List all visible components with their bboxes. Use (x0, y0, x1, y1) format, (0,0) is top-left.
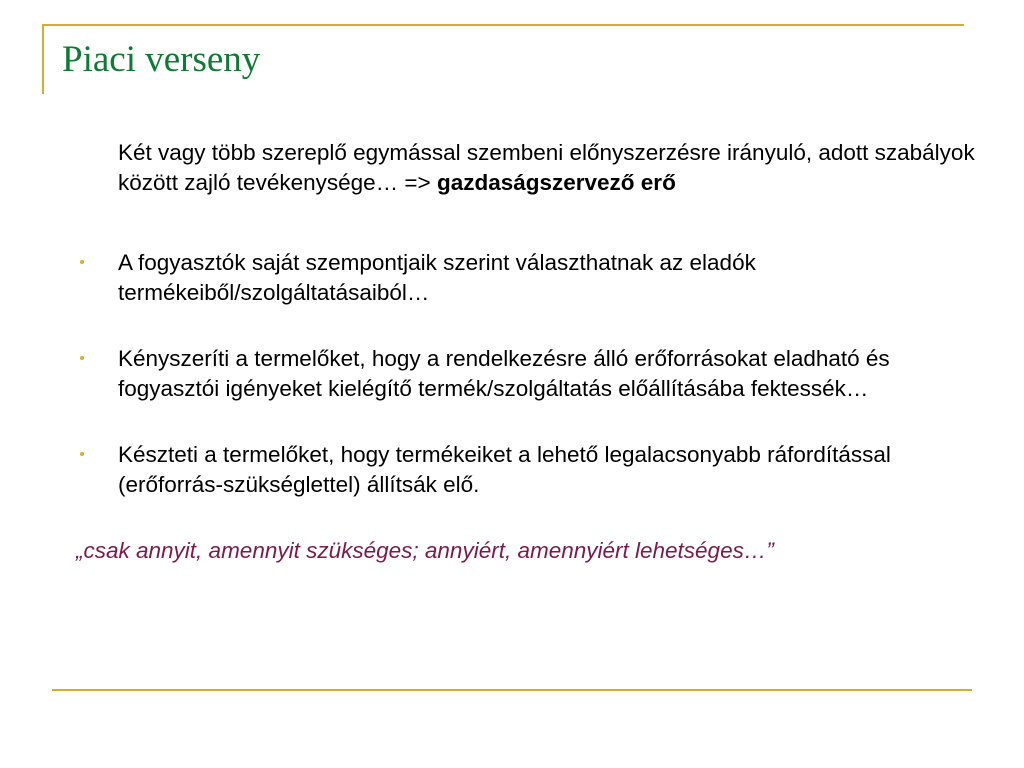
bullet-dot-icon (80, 260, 84, 264)
bottom-accent-line (52, 689, 972, 691)
bullet-list (76, 248, 976, 500)
list-item (76, 248, 976, 308)
list-item (76, 440, 976, 500)
bullet-text: A fogyasztók saját szempontjaik szerint választhatnak az eladók termékeiből/szolgáltatásaiból… (118, 250, 756, 305)
intro-text: Két vagy több szereplő egymással szembeni előnyszerzésre irányuló, adott szabályok között zajló tevékenysége… => (118, 140, 975, 195)
closing-quote: „csak annyit, amennyit szükséges; annyiért, amennyiért lehetséges…” (76, 538, 774, 563)
list-item (76, 344, 976, 404)
intro-paragraph (76, 138, 976, 198)
intro-bold-text: gazdaságszervező erő (436, 170, 676, 195)
left-accent-line (42, 24, 44, 94)
bullet-text: Kényszeríti a termelőket, hogy a rendelkezésre álló erőforrásokat eladható és fogyasztói igényeket kielégítő termék/szolgáltatás előállításába fektessék… (118, 346, 890, 401)
bullet-dot-icon (80, 356, 84, 360)
bullet-dot-icon (80, 452, 84, 456)
top-accent-line (42, 24, 964, 26)
bullet-text: Készteti a termelőket, hogy termékeiket a lehető legalacsonyabb ráfordítással (erőforrás-szükséglettel) állítsák elő. (118, 442, 891, 497)
slide-content (76, 138, 976, 566)
slide-title: Piaci verseny (62, 39, 261, 80)
